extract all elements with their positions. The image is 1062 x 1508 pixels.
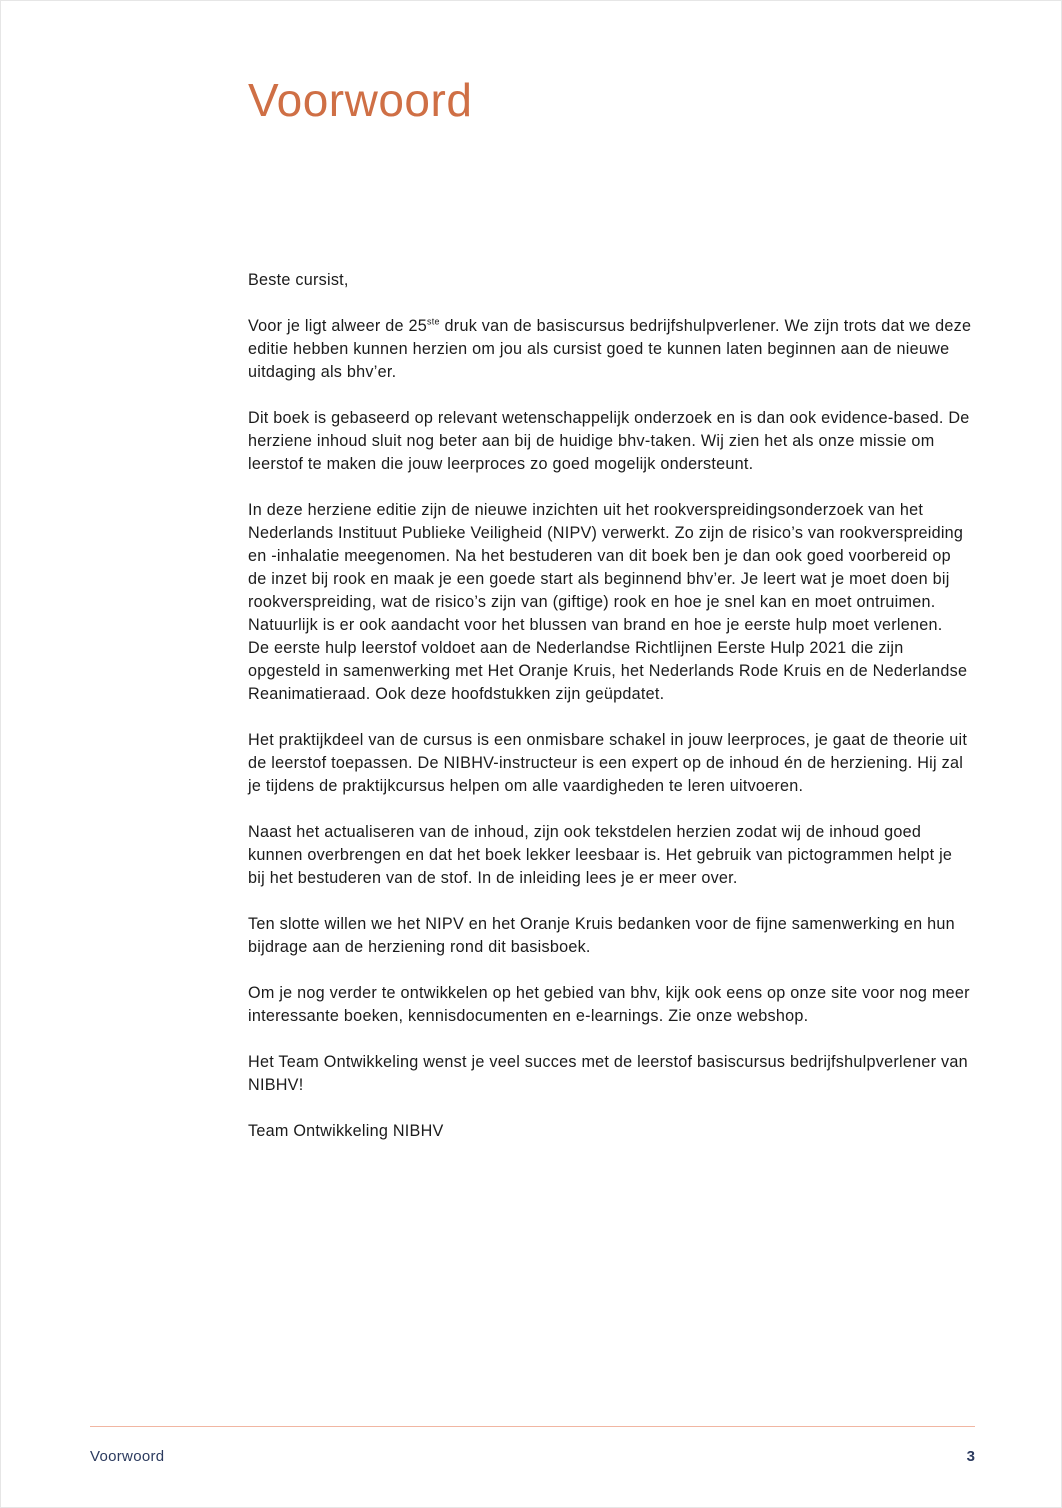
paragraph-thanks: Ten slotte willen we het NIPV en het Oranje Kruis bedanken voor de fijne samenwerking en hun bijdrage aan de herziening rond dit basisboek. xyxy=(248,915,955,956)
signature: Team Ontwikkeling NIBHV xyxy=(248,1122,444,1140)
foreword-body xyxy=(248,269,973,1143)
page-number: 3 xyxy=(966,1448,975,1465)
paragraph-webshop: Om je nog verder te ontwikkelen op het gebied van bhv, kijk ook eens op onze site voor nog meer interessante boeken, kennisdocumenten en e-learnings. Zie onze webshop. xyxy=(248,984,970,1025)
paragraph-practice: Het praktijkdeel van de cursus is een onmisbare schakel in jouw leerproces, je gaat de theorie uit de leerstof toepassen. De NIBHV-instructeur is een expert op de inhoud én de herziening. Hij zal je tijdens de praktijkcursus helpen om alle vaardigheden te leren uitvoeren. xyxy=(248,731,968,795)
greeting: Beste cursist, xyxy=(248,271,349,289)
page-title: Voorwoord xyxy=(248,74,473,126)
paragraph-wishes: Het Team Ontwikkeling wenst je veel succes met de leerstof basiscursus bedrijfshulpverlener van NIBHV! xyxy=(248,1053,968,1094)
paragraph-edition: In deze herziene editie zijn de nieuwe inzichten uit het rookverspreidingsonderzoek van het Nederlands Instituut Publieke Veiligheid (NIPV) verwerkt. Zo zijn de risico’s van rookverspreiding en -inhalatie meegenomen. Na het bestuderen van dit boek ben je dan ook goed voorbereid op de inzet bij rook en maak je een goede start als beginnend bhv’er. Je leert wat je moet doen bij rookverspreiding, wat de risico’s zijn van (giftige) rook en hoe je snel kan en moet ontruimen. Natuurlijk is er ook aandacht voor het blussen van brand en hoe je eerste hulp moet verlenen. xyxy=(248,501,964,634)
paragraph-evidence: Dit boek is gebaseerd op relevant wetenschappelijk onderzoek en is dan ook evidence-based. De herziene inhoud sluit nog beter aan bij de huidige bhv-taken. Wij zien het als onze missie om leerstof te maken die jouw leerproces zo goed mogelijk ondersteunt. xyxy=(248,409,970,473)
intro-superscript: ste xyxy=(427,316,440,327)
paragraph-intro xyxy=(248,315,973,384)
footer-divider xyxy=(90,1426,975,1427)
footer-section-label: Voorwoord xyxy=(90,1448,165,1465)
paragraph-text-revision: Naast het actualiseren van de inhoud, zijn ook tekstdelen herzien zodat wij de inhoud goed kunnen overbrengen en dat het boek lekker leesbaar is. Het gebruik van pictogrammen helpt je bij het bestuderen van de stof. In de inleiding lees je er meer over. xyxy=(248,823,953,887)
paragraph-first-aid: De eerste hulp leerstof voldoet aan de Nederlandse Richtlijnen Eerste Hulp 2021 die zijn opgesteld in samenwerking met Het Oranje Kruis, het Nederlands Rode Kruis en de Nederlandse Reanimatieraad. Ook deze hoofdstukken zijn geüpdatet. xyxy=(248,639,968,703)
intro-text-start: Voor je ligt alweer de 25 xyxy=(248,317,428,335)
intro-text-end: druk van de basiscursus bedrijfshulpverlener. We zijn trots dat we deze editie hebben kunnen herzien om jou als cursist goed te kunnen laten beginnen aan de nieuwe uitdaging als bhv’er. xyxy=(248,317,972,381)
